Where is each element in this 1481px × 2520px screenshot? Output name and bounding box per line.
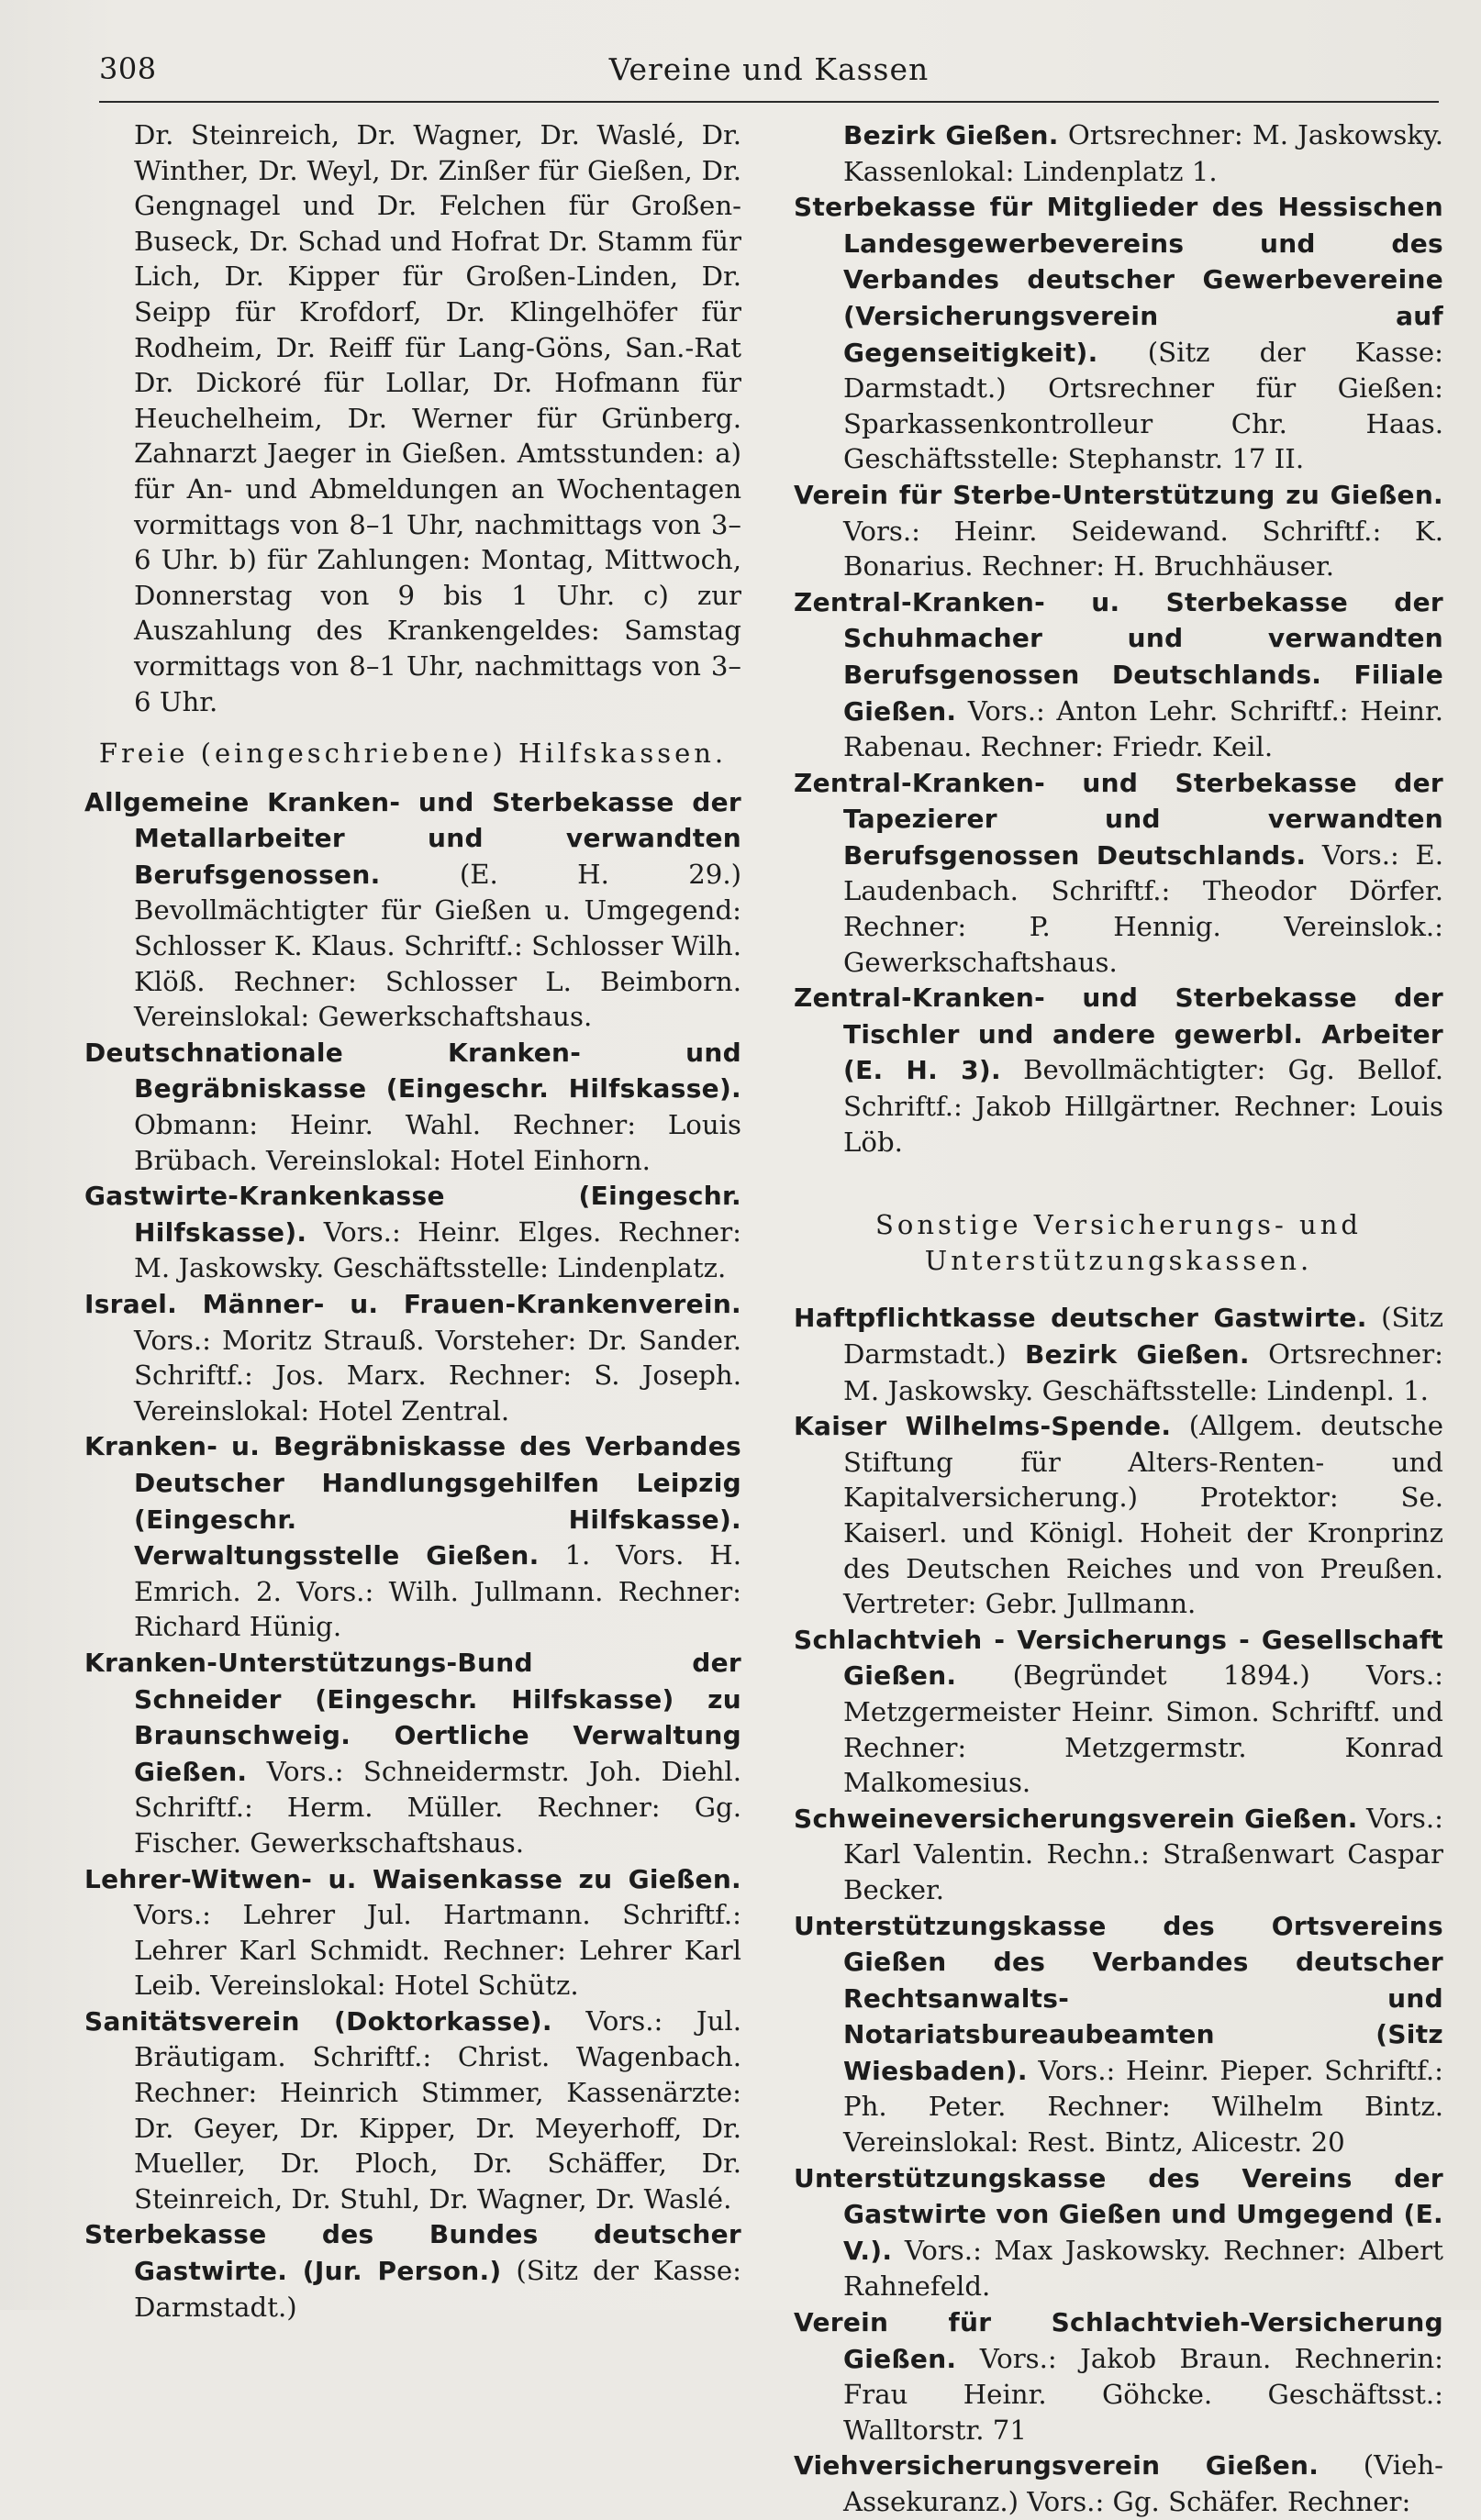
entry-name: Sterbekasse für Mitglieder des Hessischen Landesgewerbevereins und des Verbandes deutscher Gewerbevereine (Versicherungsverein auf Gegenseitigkeit). xyxy=(794,192,1443,368)
entry-text: Vors.: Heinr. Seidewand. Schriftf.: K. Bonarius. Rechner: H. Bruchhäuser. xyxy=(843,515,1443,583)
directory-entry xyxy=(84,2004,741,2217)
directory-entry xyxy=(84,1178,741,1286)
entry-text: (Allgem. deutsche Stiftung für Alters-Renten- und Kapitalversicherung.) Protektor: Se. Kaiserl. und Königl. Hoheit der Kronprinz des Deutschen Reiches und von Preußen. Vertreter: Gebr. Jullmann. xyxy=(843,1410,1444,1620)
entry-text: Bevollmächtigter: Gg. Bellof. Schriftf.: Jakob Hillgärtner. Rechner: Louis Löb. xyxy=(843,1054,1444,1158)
entry-text: Ortsrechner: M. Jaskowsky. Kassenlokal: Lindenplatz 1. xyxy=(843,119,1443,187)
entry-text: Vors.: Jakob Braun. Rechnerin: Frau Heinr. Göhcke. Geschäftsst.: Walltorstr. 71 xyxy=(843,2342,1443,2446)
entry-name: Kranken-Unterstützungs-Bund der Schneider (Eingeschr. Hilfskasse) zu Braunschweig. Oertliche Verwaltung Gießen. xyxy=(84,1647,741,1787)
entry-text: (Sitz der Kasse: Darmstadt.) Ortsrechner für Gießen: Sparkassenkontrolleur Chr. Haas. Geschäftsstelle: Stephanstr. 17 II. xyxy=(843,336,1443,475)
entry-name: Viehversicherungsverein Gießen. xyxy=(794,2450,1320,2481)
entry-text: Vors.: E. Laudenbach. Schriftf.: Theodor Dörfer. Rechner: P. Hennig. Vereinslok.: Gewerkschaftshaus. xyxy=(843,838,1443,978)
directory-entry xyxy=(84,1861,741,2004)
entry-name: Kranken- u. Begräbniskasse des Verbandes Deutscher Handlungsgehilfen Leipzig (Eingeschr. Hilfskasse). Verwaltungsstelle Gießen. xyxy=(84,1431,741,1571)
directory-entry xyxy=(84,1428,741,1645)
entry-name: Unterstützungskasse des Ortsvereins Gießen des Verbandes deutscher Rechtsanwalts- und Notariatsbureaubeamten (Sitz Wiesbaden). xyxy=(794,1910,1443,2086)
directory-entry xyxy=(794,1622,1443,1801)
entry-subname: Bezirk Gießen. xyxy=(1024,1339,1250,1370)
entry-text: (E. H. 29.) Bevollmächtigter für Gießen u. Umgegend: Schlosser K. Klaus. Schriftf.: Schlosser Wilh. Klöß. Rechner: Schlosser L. Beimborn. Vereinslokal: Gewerkschaftshaus. xyxy=(134,858,741,1033)
directory-entry xyxy=(84,2216,741,2325)
page-number: 308 xyxy=(99,51,157,86)
directory-entry-continued xyxy=(794,117,1443,189)
entry-text: (Sitz der Kasse: Darmstadt.) xyxy=(134,2255,742,2323)
entry-text: Obmann: Heinr. Wahl. Rechner: Louis Brübach. Vereinslokal: Hotel Einhorn. xyxy=(134,1109,741,1176)
entry-name: Kaiser Wilhelms-Spende. xyxy=(794,1411,1172,1442)
entry-text: Vors.: Heinr. Elges. Rechner: M. Jaskowsky. Geschäftsstelle: Lindenplatz. xyxy=(134,1216,741,1284)
entry-subtext: Ortsrechner: M. Jaskowsky. Geschäftsstelle: Lindenpl. 1. xyxy=(843,1338,1443,1406)
directory-entry xyxy=(794,1801,1443,1908)
entry-name: Zentral-Kranken- und Sterbekasse der Tapezierer und verwandten Berufsgenossen Deutschlands. xyxy=(794,767,1443,871)
continued-text: Dr. Steinreich, Dr. Wagner, Dr. Waslé, Dr. Winther, Dr. Weyl, Dr. Zinßer für Gießen, Dr. Gengnagel und Dr. Felchen für Großen-Buseck, Dr. Schad und Hofrat Dr. Stamm für Lich, Dr. Kipper für Großen-Linden, Dr. Seipp für Krofdorf, Dr. Klingelhöfer für Rodheim, Dr. Reiff für Lang-Göns, San.-Rat Dr. Dickoré für Lollar, Dr. Hofmann für Heuchelheim, Dr. Werner für Grünberg. Zahnarzt Jaeger in Gießen. Amtsstunden: a) für An- und Abmeldungen an Wochentagen vormittags von 8–1 Uhr, nachmittags von 3–6 Uhr. b) für Zahlungen: Montag, Mittwoch, Donnerstag von 9 bis 1 Uhr. c) zur Auszahlung des Krankengeldes: Samstag vormittags von 8–1 Uhr, nachmittags von 3–6 Uhr. xyxy=(134,119,741,717)
directory-entry xyxy=(794,584,1443,765)
entry-name: Allgemeine Kranken- und Sterbekasse der Metallarbeiter und verwandten Berufsgenossen. xyxy=(84,786,741,890)
entry-name: Lehrer-Witwen- u. Waisenkasse zu Gießen. xyxy=(84,1863,741,1894)
entry-name: Unterstützungskasse des Vereins der Gastwirte von Gießen und Umgegend (E. V.). xyxy=(794,2162,1443,2266)
directory-entry xyxy=(794,189,1443,477)
entry-name: Deutschnationale Kranken- und Begräbniskasse (Eingeschr. Hilfskasse). xyxy=(84,1037,741,1105)
entry-name: Haftpflichtkasse deutscher Gastwirte. xyxy=(794,1303,1367,1334)
directory-entry xyxy=(794,765,1443,981)
entry-text: Vors.: Jul. Bräutigam. Schriftf.: Christ. Wagenbach. Rechner: Heinrich Stimmer, Kassenärzte: Dr. Geyer, Dr. Kipper, Dr. Meyerhoff, Dr. Mueller, Dr. Ploch, Dr. Schäffer, Dr. Steinreich, Dr. Stuhl, Dr. Wagner, Dr. Waslé. xyxy=(134,2004,741,2215)
entry-text: Vors.: Anton Lehr. Schriftf.: Heinr. Rabenau. Rechner: Friedr. Keil. xyxy=(843,694,1443,763)
entry-text: Vors.: Lehrer Jul. Hartmann. Schriftf.: Lehrer Karl Schmidt. Rechner: Lehrer Karl Leib. Vereinslokal: Hotel Schütz. xyxy=(134,1899,741,2002)
directory-entry xyxy=(794,1300,1443,1408)
header-rule xyxy=(99,101,1439,103)
entry-name: Verein für Schlachtvieh-Versicherung Gießen. xyxy=(794,2307,1443,2374)
directory-entry xyxy=(794,2448,1443,2519)
page-header xyxy=(99,48,1439,99)
entry-name: Sterbekasse des Bundes deutscher Gastwirte. (Jur. Person.) xyxy=(84,2219,741,2287)
directory-entry xyxy=(794,980,1443,1160)
right-column xyxy=(794,117,1443,2520)
entry-text: Vors.: Heinr. Pieper. Schriftf.: Ph. Peter. Rechner: Wilhelm Bintz. Vereinslokal: Rest. Bintz, Alicestr. 20 xyxy=(843,2054,1443,2159)
entry-name: Bezirk Gießen. xyxy=(843,120,1059,150)
entry-name: Sanitätsverein (Doktorkasse). xyxy=(84,2005,552,2037)
directory-entry xyxy=(84,1286,741,1428)
entry-text: Vors.: Max Jaskowsky. Rechner: Albert Rahnefeld. xyxy=(843,2234,1443,2303)
directory-entry xyxy=(794,2160,1443,2304)
entry-name: Gastwirte-Krankenkasse (Eingeschr. Hilfskasse). xyxy=(84,1181,741,1248)
entry-name: Zentral-Kranken- u. Sterbekasse der Schuhmacher und verwandten Berufsgenossen Deutschlands. Filiale Gießen. xyxy=(794,586,1443,727)
entry-text: (Begründet 1894.) Vors.: Metzgermeister Heinr. Simon. Schriftf. und Rechner: Metzgermstr. Konrad Malkomesius. xyxy=(843,1660,1443,1799)
entry-name: Israel. Männer- u. Frauen-Krankenverein. xyxy=(84,1289,741,1319)
entry-text: Vors.: Karl Valentin. Rechn.: Straßenwart Caspar Becker. xyxy=(843,1802,1443,1905)
entry-text: Vors.: Moritz Strauß. Vorsteher: Dr. Sander. Schriftf.: Jos. Marx. Rechner: S. Joseph. Vereinslokal: Hotel Zentral. xyxy=(134,1324,741,1427)
section-heading-free-funds: Freie (eingeschriebene) Hilfskassen. xyxy=(98,738,728,770)
entry-name: Verein für Sterbe-Unterstützung zu Gießen. xyxy=(794,479,1443,510)
entry-name: Zentral-Kranken- und Sterbekasse der Tischler und andere gewerbl. Arbeiter (E. H. 3). xyxy=(794,982,1443,1086)
entry-text: Vors.: Schneidermstr. Joh. Diehl. Schriftf.: Herm. Müller. Rechner: Gg. Fischer. Gewerkschaftshaus. xyxy=(134,1755,741,1859)
entry-text: (Sitz Darmstadt.) xyxy=(843,1302,1443,1370)
entry-text: 1. Vors. H. Emrich. 2. Vors.: Wilh. Jullmann. Rechner: Richard Hünig. xyxy=(134,1539,741,1643)
entry-name: Schweineversicherungsverein Gießen. xyxy=(794,1803,1358,1834)
directory-entry xyxy=(794,477,1443,584)
section-heading-other-funds: Sonstige Versicherungs- und Unterstützungskassen. xyxy=(875,1209,1362,1276)
directory-entry xyxy=(84,1645,741,1861)
directory-entry xyxy=(794,2304,1443,2448)
running-title: Vereine und Kassen xyxy=(608,51,930,87)
entry-name: Schlachtvieh - Versicherungs - Gesellschaft Gießen. xyxy=(794,1624,1443,1692)
left-column xyxy=(84,117,741,2325)
directory-entry xyxy=(84,784,741,1035)
directory-entry xyxy=(84,1035,741,1178)
directory-entry xyxy=(794,1408,1443,1622)
directory-entry xyxy=(794,1908,1443,2160)
entry-text: (Vieh-Assekuranz.) Vors.: Gg. Schäfer. Rechner: xyxy=(843,2449,1443,2517)
